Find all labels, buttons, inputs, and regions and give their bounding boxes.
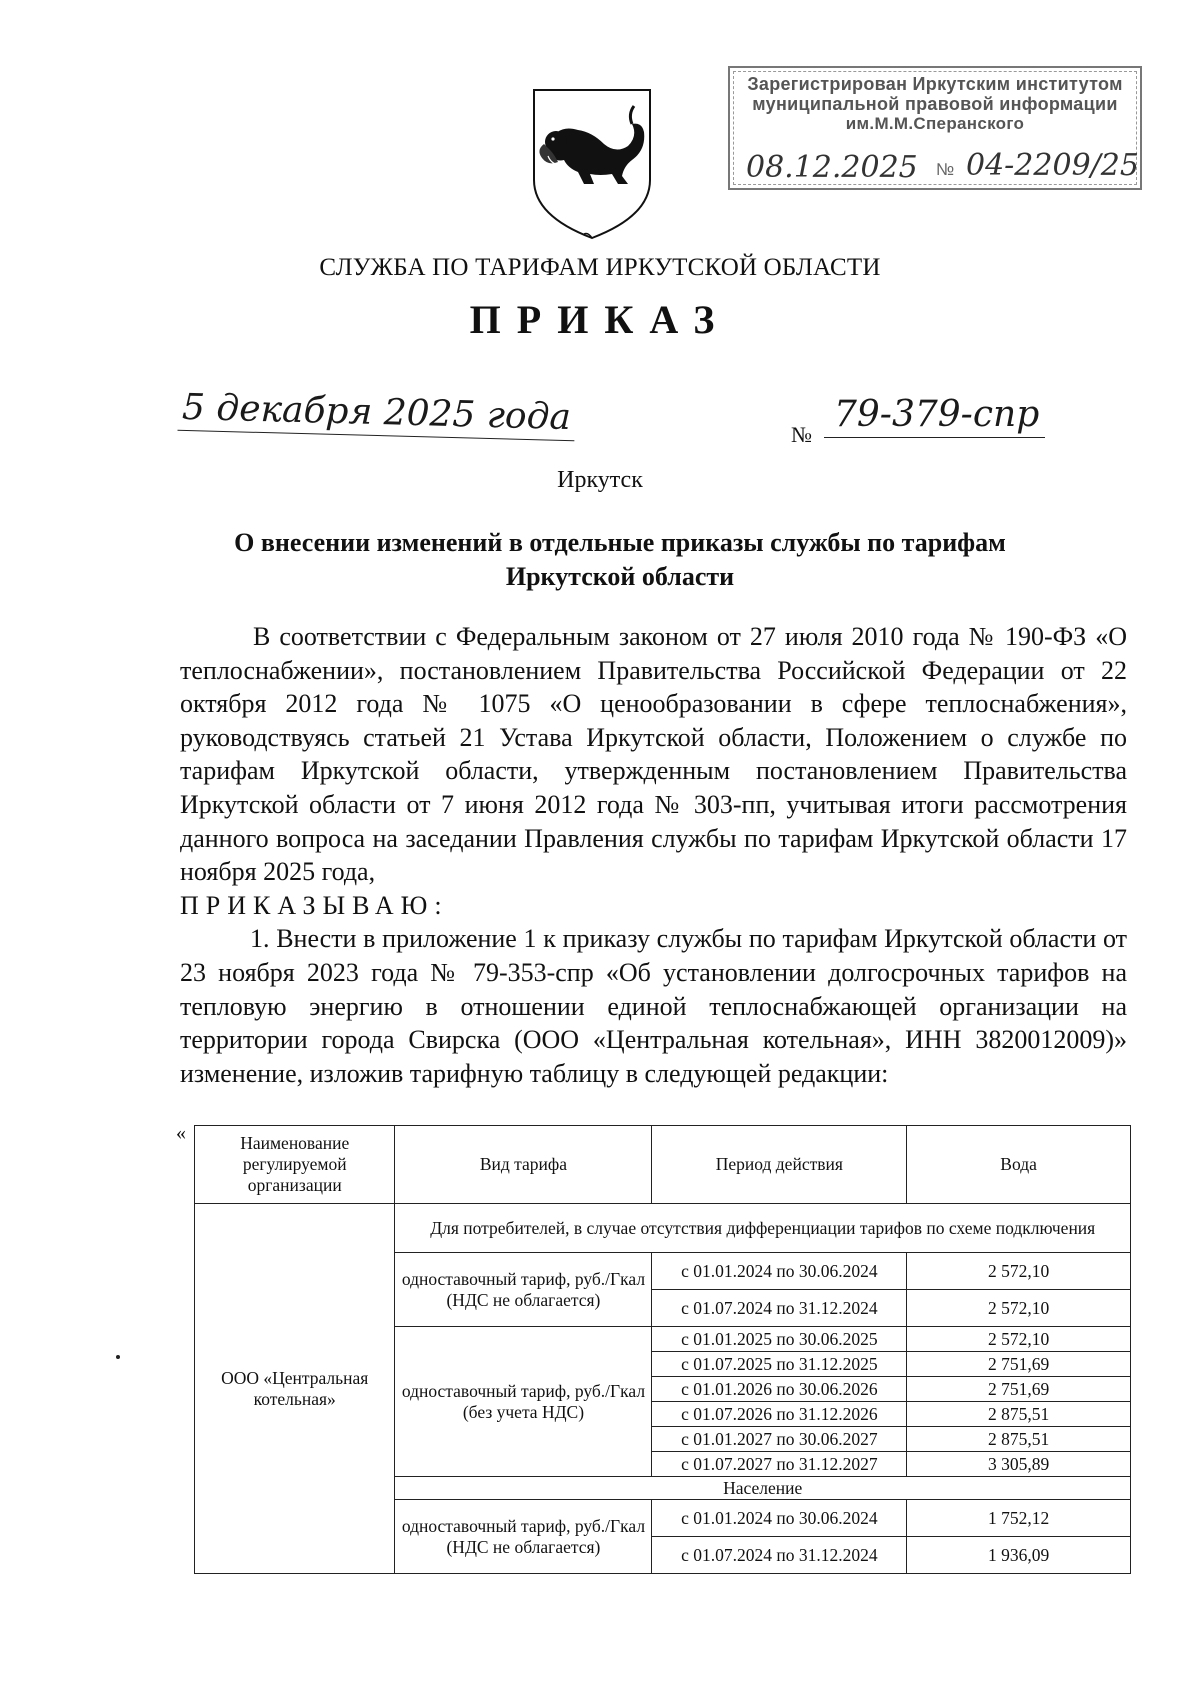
value-cell: 2 572,10: [907, 1253, 1131, 1290]
value-cell: 2 875,51: [907, 1402, 1131, 1427]
period-cell: с 01.07.2027 по 31.12.2027: [652, 1452, 907, 1477]
table-row: [195, 1204, 1131, 1253]
value-cell: 2 751,69: [907, 1377, 1131, 1402]
handwritten-date: 5 декабря 2025 года: [177, 387, 575, 441]
period-cell: с 01.07.2024 по 31.12.2024: [652, 1290, 907, 1327]
period-cell: с 01.07.2026 по 31.12.2026: [652, 1402, 907, 1427]
table-header-row: [195, 1126, 1131, 1204]
city-name: Иркутск: [557, 467, 643, 493]
period-cell: с 01.01.2025 по 30.06.2025: [652, 1327, 907, 1352]
period-cell: с 01.01.2024 по 30.06.2024: [652, 1253, 907, 1290]
item-1-paragraph: 1. Внести в приложение 1 к приказу службы по тарифам Иркутской области от 23 ноября 2023 года № 79-353-спр «Об установлении долгосрочных тарифов на тепловую энергию в отношении единой теплоснабжающей организации на территории города Свирска (ООО «Центральная котельная», ИНН 3820012009)» изменение, изложив тарифную таблицу в следующей редакции:: [180, 924, 1127, 1088]
period-cell: с 01.01.2026 по 30.06.2026: [652, 1377, 907, 1402]
header-organization: Наименование регулируемой организации: [195, 1126, 395, 1204]
stamp-number-sign: №: [936, 160, 955, 179]
stamp-handwritten-date: 08.12.2025: [746, 150, 918, 185]
order-word: [180, 889, 1127, 923]
organization-cell: ООО «Центральная котельная»: [195, 1204, 395, 1574]
tariff-type-no-vat: одноставочный тариф, руб./Гкал (без учета НДС): [395, 1327, 652, 1477]
agency-name: СЛУЖБА ПО ТАРИФАМ ИРКУТСКОЙ ОБЛАСТИ: [319, 254, 881, 281]
header-period: Период действия: [652, 1126, 907, 1204]
value-cell: 2 572,10: [907, 1290, 1131, 1327]
document-body: [180, 620, 1127, 1090]
table-open-quote: «: [176, 1122, 186, 1144]
value-cell: 3 305,89: [907, 1452, 1131, 1477]
document-kind: ПРИКАЗ: [469, 297, 731, 342]
stamp-line-institute: Зарегистрирован Иркутским институтом: [747, 74, 1123, 94]
preamble-paragraph: В соответствии с Федеральным законом от 27 июля 2010 года № 190-ФЗ «О теплоснабжении», постановлением Правительства Российской Федерации от 22 октября 2012 года № 1075 «О ценообразовании в сфере теплоснабжения», руководствуясь статьей 21 Устава Иркутской области, Положением о службе по тарифам Иркутской области, утвержденным постановлением Правительства Иркутской области от 7 июня 2012 года № 303-пп, учитывая итоги рассмотрения данного вопроса на заседании Правления службы по тарифам Иркутской области 17 ноября 2025 года,: [180, 622, 1127, 887]
coat-of-arms-emblem: [528, 84, 656, 242]
period-cell: с 01.07.2025 по 31.12.2025: [652, 1352, 907, 1377]
value-cell: 2 751,69: [907, 1352, 1131, 1377]
header-water: Вода: [907, 1126, 1131, 1204]
tariff-table: [194, 1125, 1131, 1574]
section-consumers: Для потребителей, в случае отсутствия дифференциации тарифов по схеме подключения: [395, 1204, 1131, 1253]
value-cell: 2 572,10: [907, 1327, 1131, 1352]
tariff-type-vat-exempt: одноставочный тариф, руб./Гкал (НДС не облагается): [395, 1253, 652, 1327]
stamp-handwritten-reg-number: 04-2209/25: [966, 148, 1139, 183]
number-label: №: [791, 422, 812, 447]
section-population: Население: [395, 1477, 1131, 1500]
value-cell: 2 875,51: [907, 1427, 1131, 1452]
period-cell: с 01.01.2024 по 30.06.2024: [652, 1500, 907, 1537]
handwritten-order-number: 79-379-спр: [824, 394, 1045, 438]
tariff-type-vat-exempt-population: одноставочный тариф, руб./Гкал (НДС не облагается): [395, 1500, 652, 1574]
period-cell: с 01.01.2027 по 30.06.2027: [652, 1427, 907, 1452]
header-tariff-type: Вид тарифа: [395, 1126, 652, 1204]
margin-dot: [116, 1355, 120, 1359]
stamp-line-info: муниципальной правовой информации: [752, 94, 1118, 114]
period-cell: с 01.07.2024 по 31.12.2024: [652, 1537, 907, 1574]
value-cell: 1 936,09: [907, 1537, 1131, 1574]
registration-stamp: [728, 66, 1142, 190]
value-cell: 1 752,12: [907, 1500, 1131, 1537]
stamp-line-name: им.М.М.Сперанского: [845, 114, 1025, 133]
document-title: О внесении изменений в отдельные приказы службы по тарифам Иркутской области: [234, 528, 1006, 591]
order-word-text: ПРИКАЗЫВАЮ:: [180, 890, 449, 920]
